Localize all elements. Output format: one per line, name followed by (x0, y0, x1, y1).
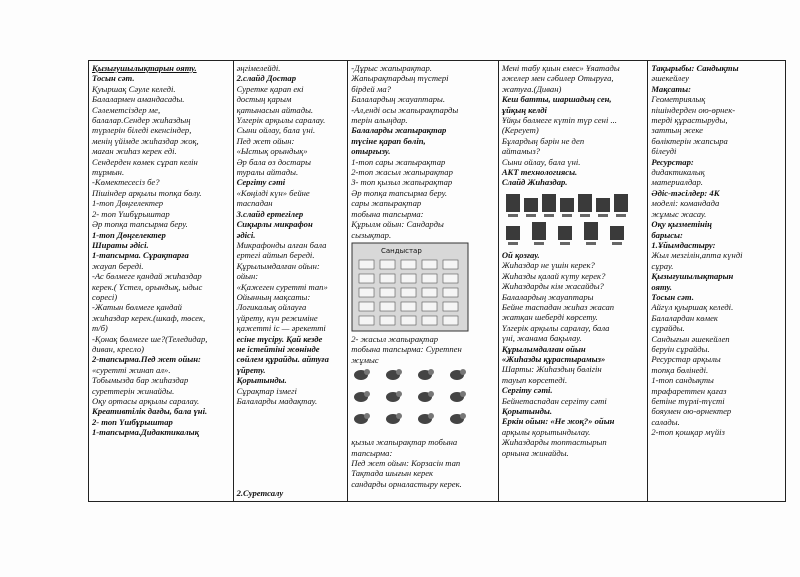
text-line: Микрафонды алған бала (236, 239, 327, 250)
text-line: бетіне түрлі-түсті (651, 396, 725, 406)
text-line: Әдіс-тәсілдер: 4К (651, 187, 720, 198)
text-line: 3.слайд ертегілер (236, 208, 304, 219)
text-line: Шарты: Жиһаздың бөлігін (501, 364, 602, 375)
text-line: Бейне таспадан жиһаз жасап (501, 301, 615, 312)
text-line: тапсырма: (351, 447, 393, 458)
text-line: 1.Ұйымдастыру: (651, 239, 716, 250)
text-line: «Ыстық орындық» (236, 146, 308, 157)
text-line: Еркін ойын: «Не жоқ?» ойын (501, 416, 615, 427)
text-line: әдісі. (236, 229, 256, 240)
text-line: т/б) (92, 323, 108, 334)
text-line: Қызығушылықтарын ояту. (92, 63, 197, 73)
text-line: салады. (651, 416, 680, 427)
text-line: әжелер мен сәбилер Отыруға, (501, 73, 614, 84)
text-line: жұмыс жасау. (651, 208, 707, 219)
text-line: жиһаздар керек.(шкаф, төсек, (92, 312, 206, 323)
text-line: -Қонақ бөлмеге ше?(Теледидар, (92, 333, 208, 344)
text-line: Балаларды мадақтау. (236, 396, 318, 406)
text-line: Жапырақтардың түстері (351, 73, 449, 84)
text-line: 2.слайд Достар (236, 73, 296, 84)
text-line: 2-тапсырма.Пед жет ойын: (92, 354, 201, 365)
text-line: қатынасын айтады. (236, 104, 314, 115)
worksheet-title: Сандыстар (381, 246, 423, 255)
text-line: ойын: (236, 271, 259, 282)
text-line: сұрайды. (651, 323, 685, 334)
text-line: менің үйімде жиһаздар жоқ, (92, 135, 199, 146)
text-line: Сиқырлы микрафон (236, 219, 313, 230)
text-line: сөйлем құрайды. айтуға (236, 354, 329, 365)
text-line: топқа бөлінеді. (651, 364, 709, 375)
text-line: -Ал,енді осы жапырақтарды (351, 104, 459, 115)
text-line: Ой қозғау. (501, 249, 540, 260)
text-line: арқылы қорытындылау. (501, 426, 591, 437)
text-line: Жиһазды қалай күту керек? (501, 270, 606, 281)
text-line: отырғызу. (351, 146, 391, 157)
text-line: Қорытынды. (236, 375, 287, 386)
text-line: Тобымызда бар жиһаздар (92, 375, 189, 386)
text-line: сұрау. (651, 260, 674, 271)
text-line: үйрету. (236, 364, 266, 375)
text-line: диван, кресло) (92, 343, 145, 354)
text-line: заттың жеке (651, 125, 703, 136)
text-line: 1-топ Дөңгелектер (92, 229, 166, 240)
text-line: Тақырыбы: Сандықты (651, 63, 739, 73)
text-line: Құрылымдалған ойын: (236, 260, 320, 271)
text-line: Шираты әдісі. (92, 239, 149, 250)
text-line: айтамыз? (501, 146, 540, 157)
text-line: түсіне қарап бөліп, (351, 135, 426, 146)
text-line: «Көңілді күн» бейне (236, 187, 310, 198)
text-line: Әр топқа тапсырма беру. (92, 219, 188, 230)
text-line: тұрмын. (92, 167, 125, 178)
text-line: Суретке қарап екі (236, 83, 304, 94)
text-line: суреттерін жинайды. (92, 385, 175, 396)
text-line: Оқу ортасы арқылы саралау. (92, 396, 200, 406)
text-line: Тосын сәт. (92, 73, 135, 84)
text-line: -Дұрыс жапырақтар. (351, 63, 432, 73)
text-line: Жиһаздарды кім жасайды? (501, 281, 604, 292)
text-line: 2- топ Үшбұрыштар (92, 208, 170, 219)
text-line: Сендерден көмек сұрап келін (92, 156, 198, 167)
text-line: Үлгерік арқылы саралау, бала (501, 322, 610, 333)
text-line: трафареттен қағаз (651, 385, 727, 396)
text-line: Пед жет ойын: Корзасін тап (351, 457, 461, 468)
text-line: Балаларды жапырақтар (351, 125, 447, 136)
text-line: білеуді (651, 146, 677, 157)
text-line: Жиһаздар не үшін керек? (501, 260, 595, 271)
text-line: Слайд Жиһаздар. (501, 177, 568, 188)
text-line: керек.( Үстел, орындық, ыдыс (92, 281, 203, 292)
text-line: терін алыңдар. (351, 115, 408, 126)
text-line: Үлгерік арқылы саралау. (236, 115, 326, 126)
text-line: тобына тапсырма: (351, 208, 424, 219)
text-line: Құрылм ойын: Сандарды (351, 219, 444, 230)
text-line: сандарды орналастыру керек. (351, 478, 462, 489)
text-line: 2-топ қошқар мүйіз (651, 427, 725, 438)
column-4 (499, 61, 649, 501)
text-line: «Жиһазды құрастырамыз» (501, 353, 606, 364)
text-line: дидактикалық (651, 167, 705, 178)
text-line: Тақтада шығын керек (351, 468, 434, 479)
text-line: 1-тапсырма. Сұрақтарға (92, 250, 189, 261)
text-line: Балалардың жауаптары. (351, 94, 446, 105)
text-line: 2- жасыл жапырақтар (351, 333, 439, 344)
text-line: Сәлеметсіздер ме, (92, 104, 161, 115)
text-line: Сергіту сәті (236, 177, 286, 188)
text-line: жұмыс (351, 354, 379, 365)
text-line: Қызығушылықтарын (651, 271, 734, 282)
text-line: Сұрақтар ізмегі (236, 385, 297, 396)
text-line: «суретті жинап ал». (92, 364, 171, 375)
text-line: Жиһаздарды топтастырып (501, 437, 607, 448)
text-line: Пішіндер арқылы топқа бөлу. (92, 187, 202, 198)
text-line: Бұлардың бәрін не деп (501, 135, 585, 146)
text-line: Сандығын әшекейлеп (651, 333, 730, 344)
text-line: Логикалық ойлауға (236, 302, 307, 313)
text-line: Құрылымдалған ойын (501, 343, 586, 354)
text-line: Ұйқы бөлмеге күтіп түр сені ... (501, 115, 617, 126)
text-line: достың қарым (236, 94, 292, 105)
text-line: ояту. (651, 281, 672, 292)
text-line: Тосын сәт. (651, 291, 694, 302)
text-line: қызыл жапырақтар тобына (351, 437, 458, 448)
text-line: Қорытынды. (501, 405, 552, 416)
text-line: ертегі айтып береді. (236, 250, 315, 261)
text-line: пішіндерден ою-өрнек- (651, 104, 736, 115)
text-line: Ресурстар арқылы (651, 354, 721, 365)
text-line: туралы айтады. (236, 167, 299, 178)
text-line: бірдей ма? (351, 83, 391, 94)
column-3 (348, 61, 499, 501)
text-line: таспадан (236, 198, 273, 209)
text-line: (Кереует) (501, 125, 539, 136)
text-line: тобына тапсырма: Суретпен (351, 344, 462, 355)
text-line: -Жатын бөлмеге қандай (92, 302, 182, 313)
text-line: 1-топ сары жапырақтар (351, 156, 446, 167)
text-line: терді құрастыруды, (651, 115, 728, 126)
text-line: Балалардың жауаптары (501, 291, 594, 302)
text-line: Кеш батты, шаршадың сен, (501, 94, 612, 105)
text-line: Әр бала өз достары (236, 156, 311, 167)
text-line: беруін сұрайды. (651, 343, 710, 354)
furniture-slide-image (502, 190, 642, 248)
text-line: қажетті іс — әрекетті (236, 323, 326, 334)
text-line: -Көмектесесіз бе? (92, 177, 160, 188)
text-line: жатуға.(Диван) (501, 83, 562, 94)
section-heading: 2.Суретсалу (236, 487, 284, 498)
text-line: материалдар. (651, 177, 703, 188)
text-line: Әр топқа тапсырма беру. (351, 187, 448, 198)
text-line: Балалардан көмек (651, 312, 718, 323)
text-line: үйрету, күн режиміне (236, 312, 318, 323)
text-line: балалар.Сендер жиһаздың (92, 115, 191, 126)
text-line: 1-топ Дөңгелектер (92, 198, 164, 209)
text-line: Балалармен амандасады. (92, 94, 185, 105)
text-line: Креативтілік дағды, бала үні. (92, 406, 208, 417)
text-line: тауып көрсетеді. (501, 374, 568, 385)
text-line: сөресі) (92, 291, 118, 302)
text-line: әңгімелейді. (236, 63, 281, 73)
text-line: Сыни ойлау, бала үні. (236, 125, 316, 136)
text-line: бояумен ою-өрнектер (651, 406, 732, 417)
text-line: бөліктерін жапсыра (651, 135, 728, 146)
text-line: 2-топ жасыл жапырақтар (351, 167, 453, 178)
text-line: Мақсаты: (651, 83, 691, 94)
text-line: Қуыршақ Сәуле келеді. (92, 83, 176, 94)
text-line: Сергіту сәті. (501, 385, 553, 396)
text-line: Оқу қызметінің (651, 219, 712, 230)
insect-pictures-image (351, 367, 481, 435)
text-line: 1-топ сандықты (651, 375, 714, 386)
column-2 (234, 61, 349, 501)
text-line: үні, жанама бақылау. (501, 333, 582, 344)
text-line: -Ас бөлмеге қандай жиһаздар (92, 271, 202, 282)
text-line: 3- топ қызыл жапырақтар (351, 177, 453, 188)
text-line: моделі: командада (651, 198, 720, 209)
text-line: барысы: (651, 229, 683, 240)
text-line: 2- топ Үшбұрыштар (92, 416, 173, 427)
lesson-plan-table (88, 60, 786, 502)
text-line: маған жиһаз керек еді. (92, 146, 177, 157)
text-line: не істейтіні жөнінде (236, 343, 320, 354)
text-line: Ресурстар: (651, 156, 694, 167)
text-line: түрлерін біледі екенсіндер, (92, 125, 192, 136)
text-line: есіне түсіру. Қай кезде (236, 333, 323, 344)
text-line: Мені табу қиын емес» Ұяатады (501, 63, 620, 73)
text-line: Ойынның мақсаты: (236, 291, 311, 302)
column-5 (648, 61, 785, 501)
column-1 (89, 61, 234, 501)
text-line: жатқан шеберді көрсету. (501, 312, 598, 323)
text-line: «Қажеген суретті тап» (236, 281, 328, 292)
text-line: 1-тапсырма.Дидактикалық (92, 427, 199, 438)
text-line: орнына жинайды. (501, 447, 569, 458)
text-line: сары жапырақтар (351, 198, 422, 209)
number-worksheet-image (351, 242, 469, 332)
text-line: жауап береді. (92, 260, 144, 271)
text-line: Жыл мезгілін,апта күнді (651, 250, 743, 261)
text-line: сызықтар. (351, 229, 392, 240)
text-line: Айгүл қуыршақ келеді. (651, 302, 734, 313)
text-line: ұйқың келді (501, 104, 547, 115)
text-line: Сыни ойлау, бала үні. (501, 156, 581, 167)
text-line: Пед жет ойын: (236, 135, 295, 146)
text-line: әшекейлеу (651, 73, 689, 84)
text-line: АКТ технологиясы. (501, 167, 578, 178)
text-line: Бейнетаспадан сергіту сәті (501, 395, 607, 406)
text-line: Геометриялық (651, 94, 706, 105)
